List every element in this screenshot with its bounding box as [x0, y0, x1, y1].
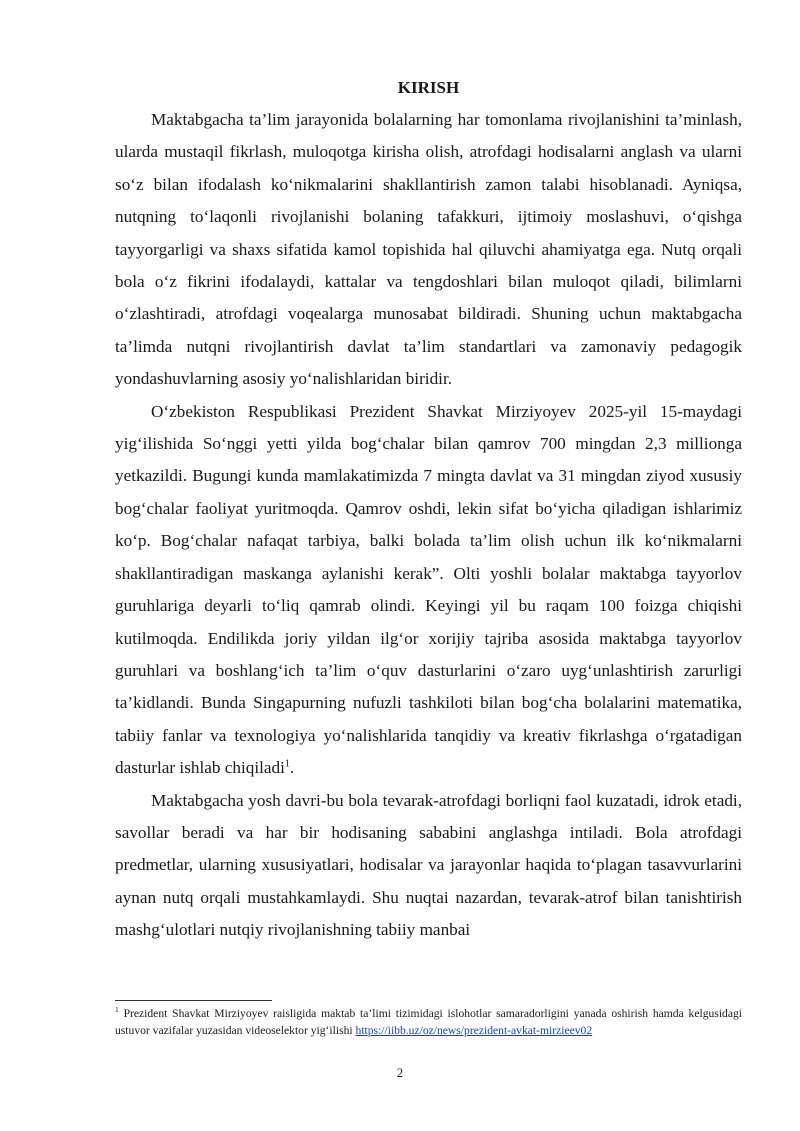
paragraph-1: Maktabgacha ta’lim jarayonida bolalarning har tomonlama rivojlanishini ta’minlash, ularda mustaqil fikrlash, muloqotga kirisha olish, atrofdagi hodisalarni anglash va ularni so‘z bilan ifodalash ko‘nikmalarini shakllantirish zamon talabi hisoblanadi. Ayniqsa, nutqning to‘laqonli rivojlanishi bolaning tafakkuri, ijtimoiy moslashuvi, o‘qishga tayyorgarligi va shaxs sifatida kamol topishida hal qiluvchi ahamiyatga ega. Nutq orqali bola o‘z fikrini ifodalaydi, kattalar va tengdoshlari bilan muloqot qiladi, bilimlarni o‘zlashtiradi, atrofdagi voqealarga munosabat bildiradi. Shuning uchun maktabgacha ta’limda nutqni rivojlantirish davlat ta’lim standartlari va zamonaviy pedagogik yondashuvlarning asosiy yo‘nalishlaridan biridir. — [115, 110, 742, 389]
footnote — [115, 1006, 742, 1039]
paragraph-3: Maktabgacha yosh davri-bu bola tevarak-atrofdagi borliqni faol kuzatadi, idrok etadi, savollar beradi va har bir hodisaning sababini anglashga intiladi. Bola atrofdagi predmetlar, ularning xususiyatlari, hodisalar va jarayonlar haqida to‘plagan tasavvurlarini aynan nutq orqali mustahkamlaydi. Shu nuqtai nazardan, tevarak-atrof bilan tanishtirish mashg‘ulotlari nutqiy rivojlanishning tabiiy manbai — [115, 790, 742, 940]
paragraph-2-text: O‘zbekiston Respublikasi Prezident Shavkat Mirziyoyev 2025-yil 15-maydagi yig‘ilishida So‘nggi yetti yilda bog‘chalar bilan qamrov 700 mingdan 2,3 millionga yetkazildi. Bugungi kunda mamlakatimizda 7 mingta davlat va 31 mingdan ziyod xususiy bog‘chalar faoliyat yuritmoqda. Qamrov oshdi, lekin sifat bo‘yicha qiladigan ishlarimiz ko‘p. Bog‘chalar nafaqat tarbiya, balki bolada ta’lim olish uchun ilk ko‘nikmalarni shakllantiradigan maskanga aylanishi kerak”. Olti yoshli bolalar maktabga tayyorlov guruhlariga deyarli to‘liq qamrab olindi. Keyingi yil bu raqam 100 foizga chiqishi kutilmoqda. Endilikda joriy yildan ilg‘or xorijiy tajriba asosida maktabga tayyorlov guruhlari va boshlang‘ich ta’lim o‘quv dasturlarini o‘zaro uyg‘unlashtirish zarurligi ta’kidlandi. Bunda Singapurning nufuzli tashkiloti bilan bog‘cha bolalarini matematika, tabiiy fanlar va texnologiya yo‘nalishlarida tanqidiy va kreativ fikrlashga o‘rgatadigan dasturlar ishlab chiqiladi — [115, 401, 742, 778]
paragraph-2: O‘zbekiston Respublikasi Prezident Shavkat Mirziyoyev 2025-yil 15-maydagi yig‘ilishida So‘nggi yetti yilda bog‘chalar bilan qamrov 700 mingdan 2,3 millionga yetkazildi. Bugungi kunda mamlakatimizda 7 mingta davlat va 31 mingdan ziyod xususiy bog‘chalar faoliyat yuritmoqda. Qamrov oshdi, lekin sifat bo‘yicha qiladigan ishlarimiz ko‘p. Bog‘chalar nafaqat tarbiya, balki bolada ta’lim olish uchun ilk ko‘nikmalarni shakllantiradigan maskanga aylanishi kerak”. Olti yoshli bolalar maktabga tayyorlov guruhlariga deyarli to‘liq qamrab olindi. Keyingi yil bu raqam 100 foizga chiqishi kutilmoqda. Endilikda joriy yildan ilg‘or xorijiy tajriba asosida maktabga tayyorlov guruhlari va boshlang‘ich ta’lim o‘quv dasturlarini o‘zaro uyg‘unlashtirish zarurligi ta’kidlandi. Bunda Singapurning nufuzli tashkiloti bilan bog‘cha bolalarini matematika, tabiiy fanlar va texnologiya yo‘nalishlarida tanqidiy va kreativ fikrlashga o‘rgatadigan dasturlar ishlab chiqiladi$^1$. — [115, 401, 742, 778]
footnote-divider — [115, 1000, 272, 1001]
section-title: KIRISH — [397, 78, 460, 97]
document-page — [115, 72, 742, 947]
page-number: 2 — [396, 1066, 404, 1080]
footnote-reference[interactable]: 1 — [284, 758, 290, 770]
footnote-link[interactable]: https://iibb.uz/oz/news/prezident-avkat-mirzieev02 — [355, 1023, 593, 1037]
footnote-number: 1 — [115, 1005, 119, 1015]
footnote-text: Prezident Shavkat Mirziyoyev raisligida maktab ta’limi tizimidagi islohotlar samaradorligini yanada oshirish hamda kelgusidagi ustuvor vazifalar yuzasidan videoselektor yig‘ilishi — [115, 1007, 742, 1037]
